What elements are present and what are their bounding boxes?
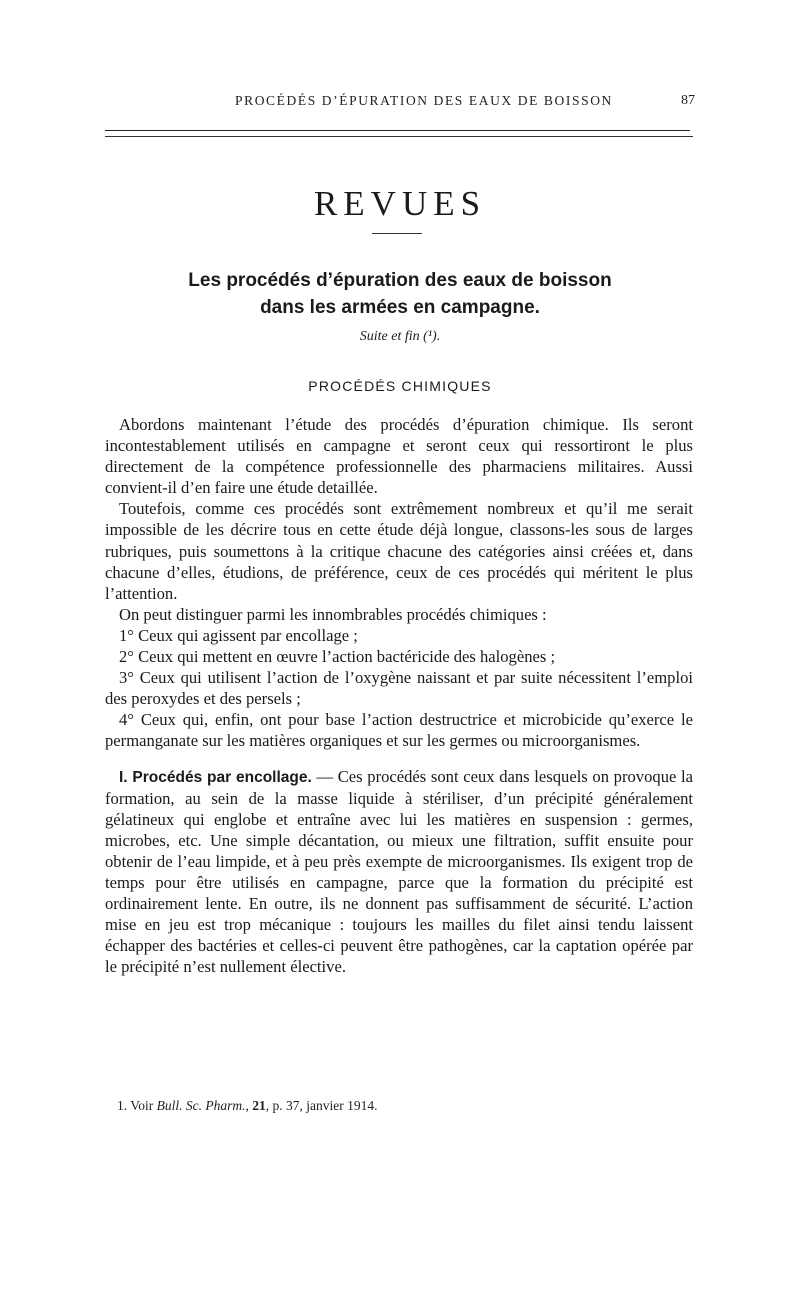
footnote-rest: , p. 37, janvier 1914. <box>265 1098 378 1113</box>
title-divider <box>372 233 422 234</box>
header-rule-top <box>105 130 690 131</box>
footnote-number: 1. <box>117 1098 128 1113</box>
list-item: 3° Ceux qui utilisent l’action de l’oxygène naissant et par suite nécessitent l’emploi des peroxydes et des persels ; <box>105 668 693 709</box>
paragraph: Abordons maintenant l’étude des procédés d’épuration chimique. Ils seront incontestablement utilisés en campagne et seront ceux qui ressortiront le plus directement de la compétence professionnelle des pharmaciens militaires. Aussi convient-il d’en faire une étude detaillée. <box>105 415 693 498</box>
footnote-lead: Voir <box>130 1098 154 1113</box>
section-title: REVUES <box>313 184 487 223</box>
section-one-heading: I. Procédés par encollage. <box>119 768 312 786</box>
page-number: 87 <box>681 93 695 108</box>
header-rule-bottom <box>105 136 693 137</box>
footnote-journal: Bull. Sc. Pharm. <box>156 1098 246 1113</box>
list-item: 4° Ceux qui, enfin, ont pour base l’action destructrice et microbicide qu’exerce le permanganate sur les matières organiques et sur les germes ou microorganismes. <box>105 710 693 751</box>
list-item: 1° Ceux qui agissent par encollage ; <box>119 625 358 645</box>
footnote-reference: (¹). <box>423 329 441 344</box>
list-item: 2° Ceux qui mettent en œuvre l’action bactéricide des halogènes ; <box>119 647 556 667</box>
footnote-volume: 21 <box>252 1098 266 1113</box>
article-title-line-2: dans les armées en campagne. <box>260 297 540 318</box>
subsection-heading: PROCÉDÉS CHIMIQUES <box>308 378 492 394</box>
section-one-paragraph <box>105 766 693 978</box>
paragraph: On peut distinguer parmi les innombrables procédés chimiques : <box>119 604 547 624</box>
section-one-text: — Ces procédés sont ceux dans lesquels on provoque la formation, au sein de la masse liquide à stériliser, d’un précipité généralement gélatineux qui englobe et entraîne avec lui les matières en suspension : germes, microbes, etc. Une simple décantation, ou mieux une filtration, suffit ensuite pour obtenir de l’eau limpide, et à peu près exempte de microorganismes. Ils exigent trop de temps pour être utilisés en campagne, parce que la formation du précipité est ordinairement lente. En outre, ils ne donnent pas suffisamment de sécurité. L’action mise en jeu est trop mécanique : toujours les mailles du filet ainsi tendu laissent échapper des bactéries et celles-ci peuvent être pathogènes, car la captation opérée par le précipité n’est nullement élective. <box>105 766 693 977</box>
subtitle-text: Suite et fin <box>359 329 420 344</box>
article-title-line-1: Les procédés d’épuration des eaux de boisson <box>188 270 612 291</box>
running-title: PROCÉDÉS D’ÉPURATION DES EAUX DE BOISSON <box>235 93 613 108</box>
footnote: 1. Voir Bull. Sc. Pharm., 21, p. 37, janvier 1914. <box>117 1098 378 1113</box>
paragraph: Toutefois, comme ces procédés sont extrêmement nombreux et qu’il me serait impossible de les décrire tous en cette étude déjà longue, classons-les sous de larges rubriques, puis soumettons à la critique chacune des catégories ainsi créées et, dans chacune d’elles, étudions, de préférence, ceux de ces procédés qui méritent le plus l’attention. <box>105 499 693 603</box>
article-title <box>0 267 800 321</box>
running-head <box>105 93 697 113</box>
article-subtitle <box>0 329 800 345</box>
article-body <box>105 414 693 977</box>
